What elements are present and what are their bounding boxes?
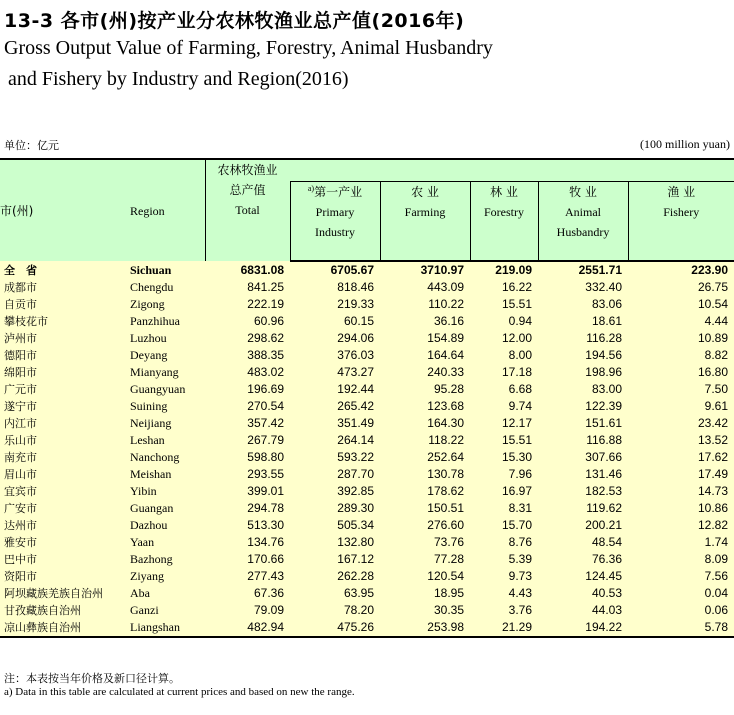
header-animal-en-2: Husbandry [556,224,610,239]
cell-fishery: 26.75 [628,279,734,296]
cell-city: 凉山彝族自治州 [0,619,130,637]
cell-forestry: 0.94 [470,313,538,330]
header-farming [380,181,470,261]
cell-total: 598.80 [205,449,290,466]
cell-region: Chengdu [130,279,205,296]
cell-farming: 164.30 [380,415,470,432]
cell-animal: 83.06 [538,296,628,313]
table-row-total [0,261,734,279]
cell-region: Yibin [130,483,205,500]
cell-total: 399.01 [205,483,290,500]
cell-region: Guangyuan [130,381,205,398]
cell-fishery: 4.44 [628,313,734,330]
cell-farming: 150.51 [380,500,470,517]
cell-forestry: 8.76 [470,534,538,551]
cell-primary: 6705.67 [290,261,380,279]
cell-total: 196.69 [205,381,290,398]
cell-total: 277.43 [205,568,290,585]
cell-animal: 40.53 [538,585,628,602]
table-row [0,432,734,449]
header-primary-en-2: Industry [315,224,355,239]
table-row [0,466,734,483]
cell-total: 267.79 [205,432,290,449]
cell-farming: 154.89 [380,330,470,347]
cell-primary: 167.12 [290,551,380,568]
cell-animal: 131.46 [538,466,628,483]
cell-farming: 30.35 [380,602,470,619]
cell-primary: 818.46 [290,279,380,296]
cell-farming: 18.95 [380,585,470,602]
cell-animal: 116.88 [538,432,628,449]
cell-fishery: 9.61 [628,398,734,415]
cell-region: Bazhong [130,551,205,568]
cell-total: 388.35 [205,347,290,364]
cell-farming: 130.78 [380,466,470,483]
cell-city: 绵阳市 [0,364,130,381]
cell-animal: 194.56 [538,347,628,364]
table-row [0,568,734,585]
cell-farming: 123.68 [380,398,470,415]
cell-fishery: 17.62 [628,449,734,466]
header-region: Region [130,159,205,261]
cell-city: 广安市 [0,500,130,517]
cell-primary: 475.26 [290,619,380,637]
cell-city: 遂宁市 [0,398,130,415]
cell-total: 293.55 [205,466,290,483]
cell-fishery: 7.50 [628,381,734,398]
cell-region: Sichuan [130,261,205,279]
header-animal-cn: 牧 业 [569,184,597,199]
header-animal [538,181,628,261]
table-row [0,449,734,466]
cell-animal: 307.66 [538,449,628,466]
cell-primary: 289.30 [290,500,380,517]
cell-region: Suining [130,398,205,415]
table-row [0,415,734,432]
cell-primary: 392.85 [290,483,380,500]
header-animal-en-1: Animal [565,204,601,219]
cell-city: 乐山市 [0,432,130,449]
cell-total: 513.30 [205,517,290,534]
cell-region: Leshan [130,432,205,449]
header-total [205,159,290,261]
cell-city: 甘孜藏族自治州 [0,602,130,619]
header-top-spacer [290,159,734,181]
cell-total: 483.02 [205,364,290,381]
cell-total: 298.62 [205,330,290,347]
table-body [0,261,734,637]
header-fishery [628,181,734,261]
cell-total: 134.76 [205,534,290,551]
cell-farming: 240.33 [380,364,470,381]
cell-region: Mianyang [130,364,205,381]
cell-city: 眉山市 [0,466,130,483]
cell-animal: 124.45 [538,568,628,585]
cell-region: Neijiang [130,415,205,432]
cell-city: 成都市 [0,279,130,296]
table-row [0,534,734,551]
footnote-cn: 注：本表按当年价格及新口径计算。 [4,672,180,685]
cell-primary: 132.80 [290,534,380,551]
cell-city: 资阳市 [0,568,130,585]
cell-animal: 194.22 [538,619,628,637]
cell-animal: 198.96 [538,364,628,381]
cell-primary: 294.06 [290,330,380,347]
table-title-cn: 13-3 各市(州)按产业分农林牧渔业总产值(2016年) [4,10,465,32]
header-primary-en-1: Primary [315,204,355,219]
cell-primary: 287.70 [290,466,380,483]
cell-fishery: 223.90 [628,261,734,279]
header-primary [290,181,380,261]
cell-forestry: 15.51 [470,432,538,449]
cell-animal: 332.40 [538,279,628,296]
table-row [0,585,734,602]
cell-city: 达州市 [0,517,130,534]
cell-primary: 63.95 [290,585,380,602]
header-total-cn-1: 农林牧渔业 [217,163,278,177]
cell-total: 79.09 [205,602,290,619]
cell-city: 南充市 [0,449,130,466]
cell-primary: 219.33 [290,296,380,313]
cell-region: Luzhou [130,330,205,347]
table-row [0,602,734,619]
cell-city: 攀枝花市 [0,313,130,330]
cell-region: Yaan [130,534,205,551]
cell-forestry: 17.18 [470,364,538,381]
cell-forestry: 219.09 [470,261,538,279]
cell-forestry: 12.17 [470,415,538,432]
cell-city: 雅安市 [0,534,130,551]
cell-fishery: 23.42 [628,415,734,432]
unit-label-en: (100 million yuan) [640,137,730,151]
cell-region: Deyang [130,347,205,364]
table-row [0,551,734,568]
cell-farming: 77.28 [380,551,470,568]
cell-forestry: 8.31 [470,500,538,517]
cell-region: Dazhou [130,517,205,534]
cell-animal: 151.61 [538,415,628,432]
cell-forestry: 7.96 [470,466,538,483]
cell-primary: 376.03 [290,347,380,364]
cell-fishery: 10.86 [628,500,734,517]
cell-total: 6831.08 [205,261,290,279]
table-row [0,330,734,347]
cell-total: 270.54 [205,398,290,415]
cell-city: 广元市 [0,381,130,398]
cell-region: Panzhihua [130,313,205,330]
cell-farming: 110.22 [380,296,470,313]
cell-forestry: 12.00 [470,330,538,347]
cell-forestry: 8.00 [470,347,538,364]
cell-animal: 119.62 [538,500,628,517]
cell-total: 294.78 [205,500,290,517]
cell-animal: 122.39 [538,398,628,415]
cell-total: 357.42 [205,415,290,432]
cell-fishery: 0.04 [628,585,734,602]
cell-animal: 2551.71 [538,261,628,279]
cell-city: 自贡市 [0,296,130,313]
table-row [0,296,734,313]
cell-forestry: 16.22 [470,279,538,296]
data-table [0,158,734,638]
table-row [0,313,734,330]
cell-city: 德阳市 [0,347,130,364]
cell-animal: 18.61 [538,313,628,330]
cell-animal: 83.00 [538,381,628,398]
header-farming-en: Farming [404,204,446,219]
cell-city: 内江市 [0,415,130,432]
cell-primary: 262.28 [290,568,380,585]
table-row [0,279,734,296]
cell-primary: 78.20 [290,602,380,619]
header-fishery-en: Fishery [663,204,700,219]
cell-city: 宜宾市 [0,483,130,500]
cell-fishery: 5.78 [628,619,734,637]
cell-animal: 44.03 [538,602,628,619]
header-primary-mark: a) [307,183,315,193]
cell-city: 泸州市 [0,330,130,347]
cell-forestry: 9.73 [470,568,538,585]
cell-primary: 505.34 [290,517,380,534]
cell-total: 841.25 [205,279,290,296]
cell-farming: 276.60 [380,517,470,534]
cell-fishery: 17.49 [628,466,734,483]
cell-animal: 76.36 [538,551,628,568]
header-forestry-cn: 林 业 [490,184,518,199]
cell-city: 巴中市 [0,551,130,568]
cell-forestry: 15.51 [470,296,538,313]
header-total-cn-2: 总产值 [229,183,266,197]
table-row [0,500,734,517]
cell-forestry: 3.76 [470,602,538,619]
cell-city: 阿坝藏族羌族自治州 [0,585,130,602]
cell-animal: 48.54 [538,534,628,551]
cell-fishery: 13.52 [628,432,734,449]
header-primary-cn: 第一产业 [314,184,363,199]
cell-primary: 264.14 [290,432,380,449]
cell-fishery: 8.09 [628,551,734,568]
cell-farming: 95.28 [380,381,470,398]
header-forestry [470,181,538,261]
cell-region: Ganzi [130,602,205,619]
cell-region: Liangshan [130,619,205,637]
table-title-en-line1: Gross Output Value of Farming, Forestry, Animal Husbandry [4,37,493,59]
cell-fishery: 7.56 [628,568,734,585]
cell-farming: 178.62 [380,483,470,500]
cell-farming: 120.54 [380,568,470,585]
cell-region: Aba [130,585,205,602]
cell-forestry: 5.39 [470,551,538,568]
cell-fishery: 10.54 [628,296,734,313]
cell-animal: 116.28 [538,330,628,347]
cell-region: Zigong [130,296,205,313]
cell-region: Meishan [130,466,205,483]
cell-fishery: 12.82 [628,517,734,534]
cell-farming: 3710.97 [380,261,470,279]
cell-forestry: 4.43 [470,585,538,602]
cell-farming: 443.09 [380,279,470,296]
cell-total: 60.96 [205,313,290,330]
cell-primary: 265.42 [290,398,380,415]
cell-city: 全 省 [0,261,130,279]
table-row [0,347,734,364]
cell-farming: 73.76 [380,534,470,551]
header-farming-cn: 农 业 [411,184,439,199]
cell-region: Nanchong [130,449,205,466]
cell-total: 67.36 [205,585,290,602]
cell-fishery: 10.89 [628,330,734,347]
table-row [0,398,734,415]
cell-forestry: 9.74 [470,398,538,415]
unit-label-cn: 单位：亿元 [4,139,59,152]
table-row [0,483,734,500]
cell-fishery: 16.80 [628,364,734,381]
cell-total: 222.19 [205,296,290,313]
cell-forestry: 16.97 [470,483,538,500]
cell-primary: 593.22 [290,449,380,466]
cell-farming: 36.16 [380,313,470,330]
footnote-en: a) Data in this table are calculated at current prices and based on new the range. [4,686,355,698]
cell-farming: 164.64 [380,347,470,364]
cell-primary: 192.44 [290,381,380,398]
cell-primary: 351.49 [290,415,380,432]
cell-region: Guangan [130,500,205,517]
cell-total: 170.66 [205,551,290,568]
cell-farming: 118.22 [380,432,470,449]
cell-forestry: 6.68 [470,381,538,398]
header-fishery-cn: 渔 业 [667,184,696,199]
table-title-en-line2: and Fishery by Industry and Region(2016) [8,68,349,90]
cell-region: Ziyang [130,568,205,585]
cell-fishery: 8.82 [628,347,734,364]
cell-fishery: 0.06 [628,602,734,619]
table-row [0,517,734,534]
cell-animal: 182.53 [538,483,628,500]
header-total-en: Total [235,203,260,217]
cell-forestry: 15.30 [470,449,538,466]
cell-farming: 252.64 [380,449,470,466]
cell-animal: 200.21 [538,517,628,534]
cell-fishery: 14.73 [628,483,734,500]
cell-farming: 253.98 [380,619,470,637]
cell-total: 482.94 [205,619,290,637]
cell-primary: 473.27 [290,364,380,381]
cell-forestry: 15.70 [470,517,538,534]
cell-forestry: 21.29 [470,619,538,637]
table-row [0,381,734,398]
header-city: 市(州) [0,159,130,261]
table-row [0,619,734,637]
cell-fishery: 1.74 [628,534,734,551]
header-forestry-en: Forestry [484,204,524,219]
table-row [0,364,734,381]
cell-primary: 60.15 [290,313,380,330]
